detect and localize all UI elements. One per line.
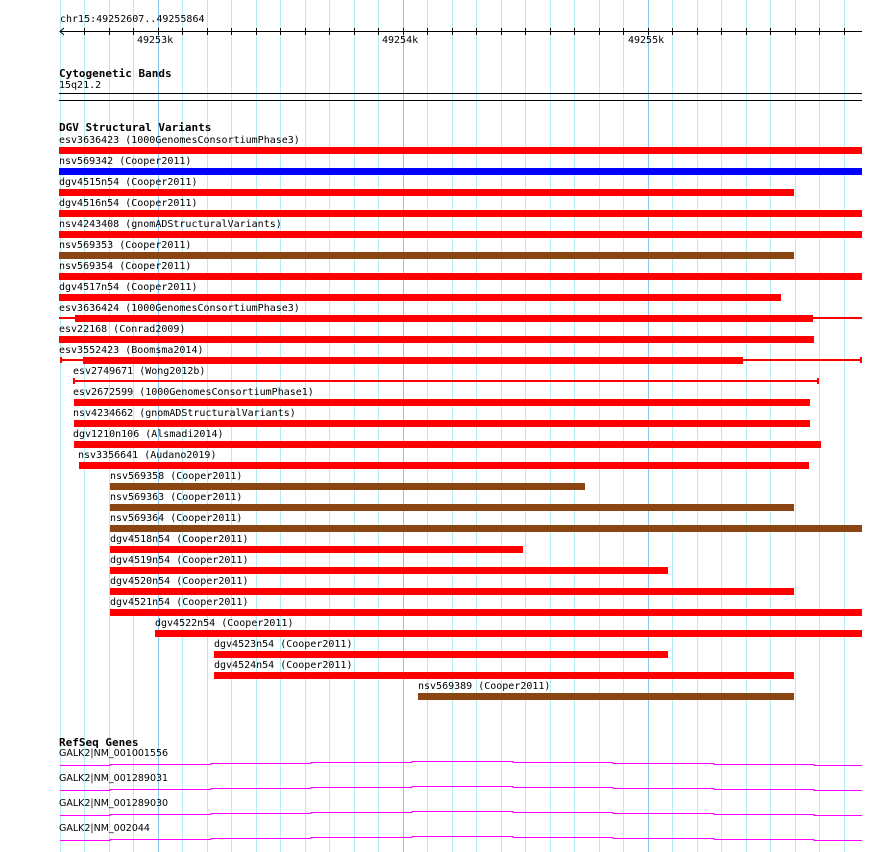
sv-feature-label[interactable]: nsv569354 (Cooper2011) [59,261,192,272]
sv-feature-bar[interactable] [155,630,862,637]
sv-feature-bar[interactable] [59,168,862,175]
cytoband-label[interactable]: 15q21.2 [59,80,102,91]
tick-label: 49253k [137,35,174,46]
sv-feature-label[interactable]: dgv4516n54 (Cooper2011) [59,198,198,209]
sv-feature-bar[interactable] [110,546,523,553]
sv-feature-end-cap [73,378,75,384]
sv-feature-bar[interactable] [59,273,862,280]
sv-feature-bar[interactable] [110,588,794,595]
grid-line [844,0,845,852]
grid-line [819,0,820,852]
gene-line [60,762,862,766]
gene-line [60,812,862,816]
sv-feature-bar[interactable] [59,189,794,196]
sv-feature-label[interactable]: esv3636424 (1000GenomesConsortiumPhase3) [59,303,300,314]
sv-feature-label[interactable]: esv2672599 (1000GenomesConsortiumPhase1) [73,387,314,398]
sv-feature-label[interactable]: nsv569363 (Cooper2011) [110,492,243,503]
sv-feature-label[interactable]: esv22168 (Conrad2009) [59,324,186,335]
gene-label[interactable]: GALK2|NM_001001556 [59,748,169,759]
tick-label: 49255k [628,35,665,46]
sv-feature-bar[interactable] [110,483,585,490]
refseq-track-title: RefSeq Genes [59,736,139,749]
sv-feature-label[interactable]: dgv4517n54 (Cooper2011) [59,282,198,293]
sv-feature-extent-line[interactable] [73,380,818,382]
sv-feature-label[interactable]: dgv4518n54 (Cooper2011) [110,534,249,545]
sv-feature-end-cap [60,357,62,363]
ruler[interactable] [0,24,890,38]
sv-feature-bar[interactable] [83,357,743,364]
cytoband-line [59,93,862,94]
sv-feature-label[interactable]: nsv4234662 (gnomADStructuralVariants) [73,408,296,419]
sv-feature-label[interactable]: dgv4515n54 (Cooper2011) [59,177,198,188]
sv-feature-label[interactable]: esv2749671 (Wong2012b) [73,366,206,377]
sv-feature-bar[interactable] [214,672,794,679]
sv-feature-bar[interactable] [59,210,862,217]
sv-feature-label[interactable]: dgv1210n106 (Alsmadi2014) [73,429,224,440]
sv-feature-label[interactable]: nsv569364 (Cooper2011) [110,513,243,524]
sv-feature-label[interactable]: dgv4521n54 (Cooper2011) [110,597,249,608]
gene-label[interactable]: GALK2|NM_002044 [59,823,150,834]
region-label: chr15:49252607..49255864 [60,14,205,25]
dgv-track-title: DGV Structural Variants [59,121,212,134]
sv-feature-end-cap [860,357,862,363]
sv-feature-bar[interactable] [59,336,814,343]
gene-line [60,787,862,791]
gene-label[interactable]: GALK2|NM_001289031 [59,773,169,784]
sv-feature-bar[interactable] [214,651,668,658]
sv-feature-label[interactable]: dgv4520n54 (Cooper2011) [110,576,249,587]
sv-feature-label[interactable]: nsv569353 (Cooper2011) [59,240,192,251]
sv-feature-label[interactable]: dgv4523n54 (Cooper2011) [214,639,353,650]
sv-feature-bar[interactable] [74,441,821,448]
sv-feature-label[interactable]: esv3552423 (Boomsma2014) [59,345,204,356]
sv-feature-bar[interactable] [59,231,862,238]
gene-model[interactable] [0,758,890,768]
sv-feature-bar[interactable] [110,504,794,511]
tick-label: 49254k [382,35,419,46]
sv-feature-bar[interactable] [75,315,813,322]
sv-feature-bar[interactable] [418,693,794,700]
sv-feature-label[interactable]: dgv4522n54 (Cooper2011) [155,618,294,629]
gene-label[interactable]: GALK2|NM_001289030 [59,798,169,809]
gene-model[interactable] [0,833,890,843]
sv-feature-bar[interactable] [110,567,668,574]
sv-feature-bar[interactable] [110,525,862,532]
sv-feature-label[interactable]: nsv569389 (Cooper2011) [418,681,551,692]
cytoband-track-title: Cytogenetic Bands [59,67,172,80]
sv-feature-end-cap [817,378,819,384]
sv-feature-label[interactable]: dgv4524n54 (Cooper2011) [214,660,353,671]
sv-feature-label[interactable]: esv3636423 (1000GenomesConsortiumPhase3) [59,135,300,146]
gene-model[interactable] [0,808,890,818]
sv-feature-bar[interactable] [59,252,794,259]
sv-feature-bar[interactable] [79,462,809,469]
gene-model[interactable] [0,783,890,793]
sv-feature-bar[interactable] [74,420,810,427]
track-divider [59,100,862,101]
sv-feature-label[interactable]: nsv569342 (Cooper2011) [59,156,192,167]
gene-line [60,837,862,841]
sv-feature-bar[interactable] [59,147,862,154]
sv-feature-label[interactable]: dgv4519n54 (Cooper2011) [110,555,249,566]
sv-feature-label[interactable]: nsv4243408 (gnomADStructuralVariants) [59,219,282,230]
sv-feature-bar[interactable] [59,294,781,301]
sv-feature-label[interactable]: nsv569358 (Cooper2011) [110,471,243,482]
sv-feature-bar[interactable] [74,399,810,406]
sv-feature-bar[interactable] [110,609,862,616]
sv-feature-label[interactable]: nsv3356641 (Audano2019) [78,450,217,461]
